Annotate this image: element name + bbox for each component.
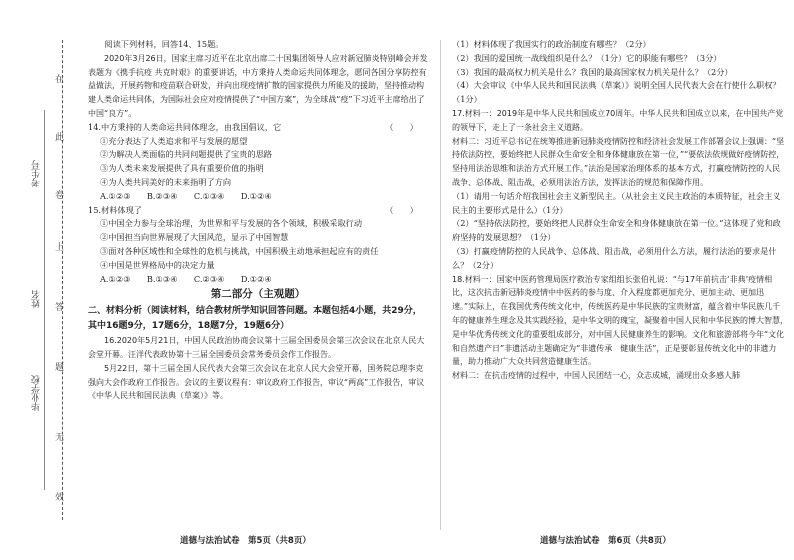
margin-char: 此	[55, 133, 65, 143]
option-item: ③为人类未来发展提供了具有重要价值的指明	[100, 163, 264, 174]
section-heading: 二、材料分析（阅读材料，结合教材所学知识回答问题。本题包括4小题，共29分，其中16题9分，17题6分，18题7分，19题6分）	[88, 306, 422, 332]
page-footer-right: 道德与法治试卷 第6页（共8页）	[540, 536, 671, 546]
intro-text: 阅读下列材料，回答14、15题。	[104, 39, 224, 49]
option-item: ③面对各种区域性和全球性的危机与挑战，中国积极主动地承担起应有的责任	[100, 245, 379, 256]
question-15: 15.材料体现了 （ ）	[88, 204, 428, 218]
material-text: 2020年3月26日，国家主席习近平在北京出席二十国集团领导人应对新冠肺炎特别峰会并发表题为《携手抗疫 共克时艰》的重要讲话，中方秉持人类命运共同体理念，愿同各国分享防控有益做法，开展药物和疫苗联合研发，并向出现疫情扩散的国家提供力所能及的援助，坚持推动构建人类命运共同体，为国际社会应对疫情提供了“中国方案”，为全球战“疫”下习近平主席给出了中国“良方”。	[88, 53, 428, 118]
margin-char: 无	[55, 433, 65, 443]
option-item: ②为解决人类面临的共同问题提供了宝贵的思路	[100, 149, 272, 160]
option-item: ②中国担当向世界展现了大国风范，显示了中国智慧	[100, 232, 289, 243]
sub-question: （3）我国的最高权力机关是什么？我国的最高国家权力机关是什么？（2分）	[452, 66, 733, 77]
sub-question: （1）材料体现了我国实行的政治制度有哪些？（2分）	[452, 39, 651, 49]
question-16-material-2: 5月22日，第十三届全国人民代表大会第三次会议在北京人民大会堂开幕，国务院总理李克强向大会作政府工作报告。会议的主要议程有：审议政府工作报告，审议“两高”工作报告，审议《中华人民共和国民法典（草案）》等。	[88, 363, 425, 401]
question-18-material-2: 材料二：在抗击疫情的过程中，中国人民团结一心，众志成城，涌现出众多感人肺	[452, 371, 740, 381]
school-label: 毕业学校	[32, 375, 42, 411]
sub-question: （2）我国的爱国统一战线组织是什么？（1分）它的职能有哪些？（3分）	[452, 52, 722, 63]
margin-char: 答	[55, 303, 65, 313]
page-footer-left: 道德与法治试卷 第5页（共8页）	[180, 536, 311, 546]
answer-paren: （ ）	[385, 121, 418, 132]
margin-char: 题	[55, 363, 65, 373]
sub-question: （3）打赢疫情防控的人民战争、总体战、阻击战，必须用什么方法，履行法治的要求是什么？（2分）	[452, 245, 777, 270]
margin-char: 效	[55, 493, 65, 503]
sub-question: （2）“坚持依法防控，要始终把人民群众生命安全和身体健康放在第一位。”这体现了党和政府坚持的发展思想？（1分）	[452, 218, 781, 243]
answer-choices: A.①②③ B.②③④ C.①③④ D.①②④	[100, 190, 272, 201]
left-page	[88, 38, 428, 403]
right-page	[452, 38, 788, 383]
answer-choices: A.①②③ B.①③④ C.②③④ D.①②④	[100, 273, 272, 284]
page-divider	[440, 40, 441, 530]
margin-char: 上	[55, 243, 65, 253]
question-14: 14.中方秉持的人类命运共同体理念，由我国倡议，它 （ ）	[88, 121, 428, 135]
option-item: ④中国是世界格局中的决定力量	[100, 259, 215, 270]
binding-line	[44, 110, 45, 490]
option-item: ①充分表达了人类追求和平与发展的愿望	[100, 135, 248, 146]
material-two: 材料二：习近平总书记在统筹推进新冠肺炎疫情防控和经济社会发展工作部署会议上强调：“坚持依法防控，要始终把人民群众生命安全和身体健康放在第一位，”“要依法依规做好疫情防控，坚持用法治思维和法治方式开展工作。”法治是国家治理体系的基本方式，打赢疫情防控的人民战争、总体战、阻击战，必须用法治方法，发挥法治的规范和保障作用。	[452, 136, 785, 187]
margin-char: 在	[55, 75, 65, 85]
option-item: ①中国全力参与全球治理，为世界和平与发展的各个领域，积极采取行动	[100, 218, 363, 229]
name-label: 姓名	[32, 290, 42, 308]
binding-margin	[0, 0, 80, 560]
part-heading: 第二部分（主观题）	[210, 288, 306, 301]
sub-question: （4）大会审议《中华人民共和国民法典（草案）》说明全国人民代表大会在行使什么职权？（1分）	[452, 80, 781, 105]
cut-line	[62, 40, 63, 520]
sub-question: （1）请用一句话介绍我国社会主义新型民主。（从社会主义民主政治的本质特征，社会主义民主的主要形式是什么）（1分）	[452, 190, 781, 215]
option-item: ④为人类共同美好的未来指明了方向	[100, 176, 232, 187]
student-id-label: 考生号	[32, 160, 42, 187]
question-18: 18.材料一：国家中医药管理局医疗救治专家组组长张伯礼说：“与17年前抗击‘非典’疫情相比，这次抗击新冠肺炎疫情中中医药的参与度、介入程度都更加充分、更加主动、更加迅速。”实际上，在我国优秀传统文化中，传统医药是中华民族的宝贵财富，蕴含着中华民族几千年的健康养生理念及其实践经验，是中华文明的瑰宝，凝聚着中国人民和中华民族的博大智慧，是中华优秀传统文化的重要组成部分，对中国人民健康养生的影响。文化和旅游部将今年“文化和自然遗产日”非遗活动主题确定为“非遗传承 健康生活”，正是要彰显传统文化中的非遗力量，助力推动广大众共同营造健康生活。	[452, 274, 788, 367]
question-16-material: 16.2020年5月21日，中国人民政治协商会议第十三届全国委员会第三次会议在北京人民大会堂开幕。汪洋代表政协第十三届全国委员会常务委员会作工作报告。	[88, 336, 425, 359]
margin-char: 卷	[55, 191, 65, 201]
question-17: 17.材料一：2019年是中华人民共和国成立70周年。中华人民共和国成立以来，在中国共产党的领导下，走上了一条社会主义道路。	[452, 108, 784, 132]
answer-paren: （ ）	[385, 204, 418, 215]
